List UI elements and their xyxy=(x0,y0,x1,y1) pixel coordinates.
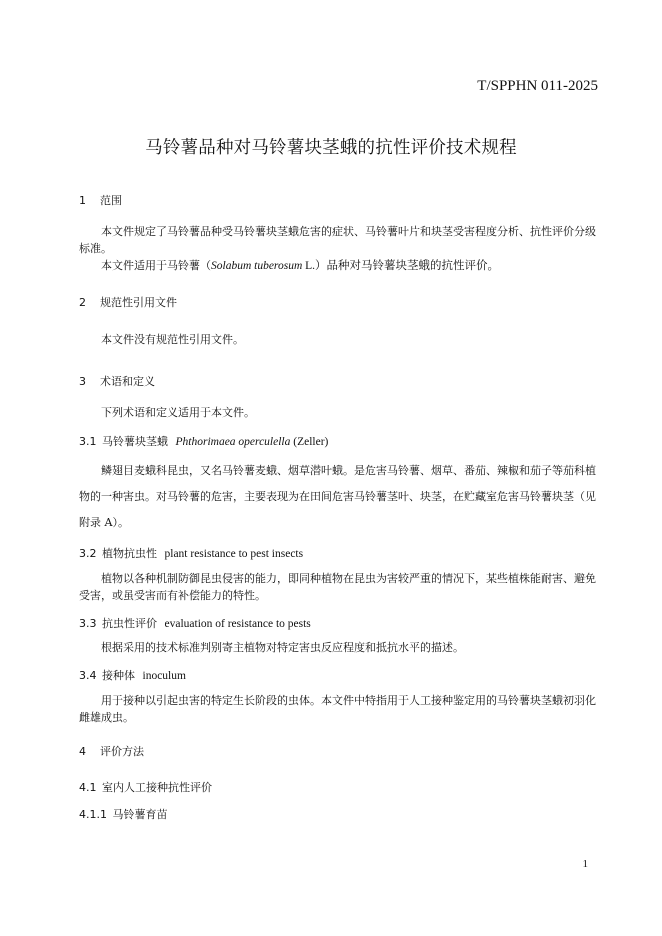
section-title: 范围 xyxy=(100,194,122,207)
section-title: 术语和定义 xyxy=(100,375,155,388)
subsection-heading-4-1 xyxy=(79,779,212,795)
term-chinese: 接种体 xyxy=(102,669,135,682)
term-chinese: 植物抗虫性 xyxy=(102,547,157,560)
standard-code: T/SPPHN 011-2025 xyxy=(477,78,598,94)
paragraph-text: 根据采用的技术标准判别寄主植物对特定害虫反应程度和抵抗水平的描述。 xyxy=(101,641,464,654)
section-number: 3 xyxy=(79,375,86,388)
paragraph-text: 植物以各种机制防御昆虫侵害的能力，即同种植物在昆虫为害较严重的情况下，某些植株能耐害、避免受害，或虽受害而有补偿能力的特性。 xyxy=(79,572,596,602)
subsection-title: 室内人工接种抗性评价 xyxy=(102,781,212,794)
term-definition-3-3 xyxy=(79,639,601,656)
term-definition-3-4 xyxy=(79,692,601,726)
term-heading-3-3 xyxy=(79,615,311,631)
section-number: 2 xyxy=(79,296,86,309)
terms-intro-paragraph xyxy=(79,404,601,421)
paragraph-text: 用于接种以引起虫害的特定生长阶段的虫体。本文件中特指用于人工接种鉴定用的马铃薯块茎蛾初羽化雌雄成虫。 xyxy=(79,694,596,724)
subsection-number: 4.1 xyxy=(79,781,97,794)
term-number: 3.1 xyxy=(79,435,97,448)
document-title: 马铃薯品种对马铃薯块茎蛾的抗性评价技术规程 xyxy=(145,138,517,158)
term-definition-3-2 xyxy=(79,570,601,604)
paragraph-text: L.）品种对马铃薯块茎蛾的抗性评价。 xyxy=(302,260,500,272)
section-heading-evaluation-methods xyxy=(79,743,144,759)
subsection-number: 4.1.1 xyxy=(79,808,107,821)
term-number: 3.4 xyxy=(79,669,97,682)
term-english: evaluation of resistance to pests xyxy=(164,618,311,630)
section-number: 1 xyxy=(79,194,86,207)
term-definition-3-1 xyxy=(79,458,601,536)
section-title: 规范性引用文件 xyxy=(100,296,177,309)
paragraph-text: 本文件适用于马铃薯（ xyxy=(101,259,211,272)
term-chinese: 抗虫性评价 xyxy=(102,617,157,630)
section-number: 4 xyxy=(79,745,86,758)
section-heading-normative-references xyxy=(79,294,177,310)
term-number: 3.3 xyxy=(79,617,97,630)
paragraph-text: 下列术语和定义适用于本文件。 xyxy=(101,406,255,419)
section-heading-scope xyxy=(79,192,122,208)
term-heading-3-1 xyxy=(79,433,328,449)
page-number: 1 xyxy=(582,858,588,870)
term-heading-3-4 xyxy=(79,667,186,683)
references-paragraph xyxy=(79,331,601,348)
paragraph-text: 本文件规定了马铃薯品种受马铃薯块茎蛾危害的症状、马铃薯叶片和块茎受害程度分析、抗性评价分级标准。 xyxy=(79,225,596,255)
term-number: 3.2 xyxy=(79,547,97,560)
latin-name: Solabum tuberosum xyxy=(211,260,303,272)
section-title: 评价方法 xyxy=(100,745,144,758)
subsection-heading-4-1-1 xyxy=(79,806,168,822)
term-chinese: 马铃薯块茎蛾 xyxy=(102,435,168,448)
paragraph-text: 鳞翅目麦蛾科昆虫，又名马铃薯麦蛾、烟草潜叶蛾。是危害马铃薯、烟草、番茄、辣椒和茄子等茄科植物的一种害虫。对马铃薯的危害，主要表现为在田间危害马铃薯茎叶、块茎，在贮藏室危害马铃薯块茎（见附录 A）。 xyxy=(79,464,596,529)
term-english: plant resistance to pest insects xyxy=(164,548,304,560)
paragraph-text: 本文件没有规范性引用文件。 xyxy=(101,333,244,346)
term-english: inoculum xyxy=(142,670,186,682)
scope-paragraph-1 xyxy=(79,223,601,257)
scope-paragraph-2 xyxy=(79,257,601,275)
term-heading-3-2 xyxy=(79,545,303,561)
subsection-title: 马铃薯育苗 xyxy=(112,808,168,821)
term-latin: Phthorimaea operculella xyxy=(175,436,291,448)
term-author: (Zeller) xyxy=(290,436,329,448)
section-heading-terms xyxy=(79,373,155,389)
